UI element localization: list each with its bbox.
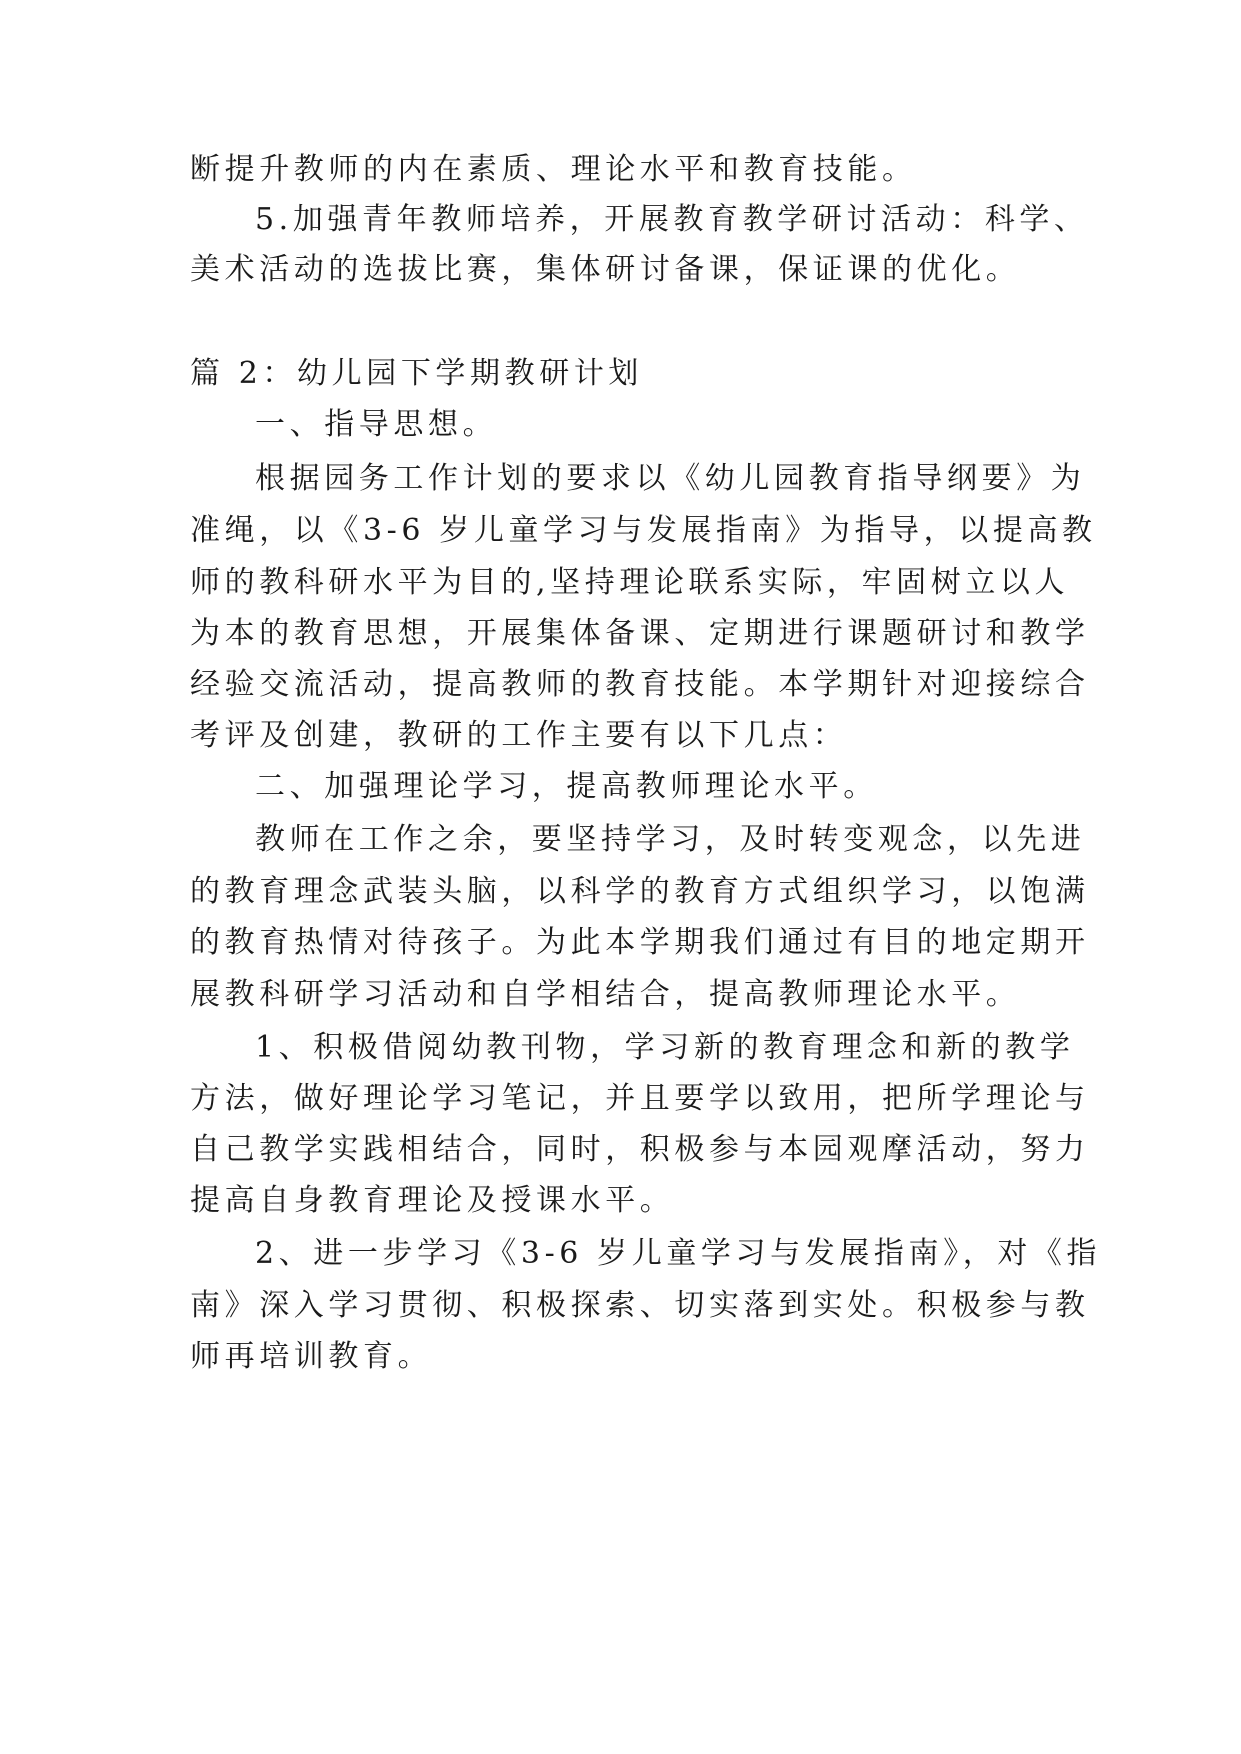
- text-line: 5.加强青年教师培养，开展教育教学研讨活动：科学、: [255, 202, 1089, 237]
- text-line: 的教育理念武装头脑，以科学的教育方式组织学习，以饱满: [190, 874, 1090, 909]
- text-line: 师再培训教育。: [190, 1339, 433, 1374]
- text-line: 展教科研学习活动和自学相结合，提高教师理论水平。: [190, 977, 1021, 1012]
- text-line: 教师在工作之余，要坚持学习，及时转变观念，以先进: [255, 822, 1086, 857]
- text-line: 美术活动的选拔比赛，集体研讨备课，保证课的优化。: [190, 252, 1021, 287]
- text-line: 自己教学实践相结合，同时，积极参与本园观摩活动，努力: [190, 1132, 1090, 1167]
- text-line: 方法，做好理论学习笔记，并且要学以致用，把所学理论与: [190, 1081, 1090, 1116]
- text-line: 经验交流活动，提高教师的教育技能。本学期针对迎接综合: [190, 667, 1090, 702]
- section-heading: 篇 2：幼儿园下学期教研计划: [190, 356, 644, 391]
- text-line: 为本的教育思想，开展集体备课、定期进行课题研讨和教学: [190, 616, 1090, 651]
- subheading: 一、指导思想。: [255, 407, 498, 442]
- text-line: 准绳，以《3-6 岁儿童学习与发展指南》为指导，以提高教: [190, 513, 1097, 548]
- text-line: 1、积极借阅幼教刊物，学习新的教育理念和新的教学: [255, 1030, 1075, 1065]
- text-line: 根据园务工作计划的要求以《幼儿园教育指导纲要》为: [255, 461, 1086, 496]
- text-line: 师的教科研水平为目的,坚持理论联系实际，牢固树立以人: [190, 565, 1070, 600]
- text-line: 2、进一步学习《3-6 岁儿童学习与发展指南》，对《指: [255, 1236, 1102, 1271]
- text-line: 断提升教师的内在素质、理论水平和教育技能。: [190, 152, 917, 187]
- text-line: 南》深入学习贯彻、积极探索、切实落到实处。积极参与教: [190, 1288, 1090, 1323]
- text-line: 的教育热情对待孩子。为此本学期我们通过有目的地定期开: [190, 925, 1090, 960]
- subheading: 二、加强理论学习，提高教师理论水平。: [255, 769, 878, 804]
- text-line: 考评及创建，教研的工作主要有以下几点：: [190, 718, 848, 753]
- text-line: 提高自身教育理论及授课水平。: [190, 1183, 675, 1218]
